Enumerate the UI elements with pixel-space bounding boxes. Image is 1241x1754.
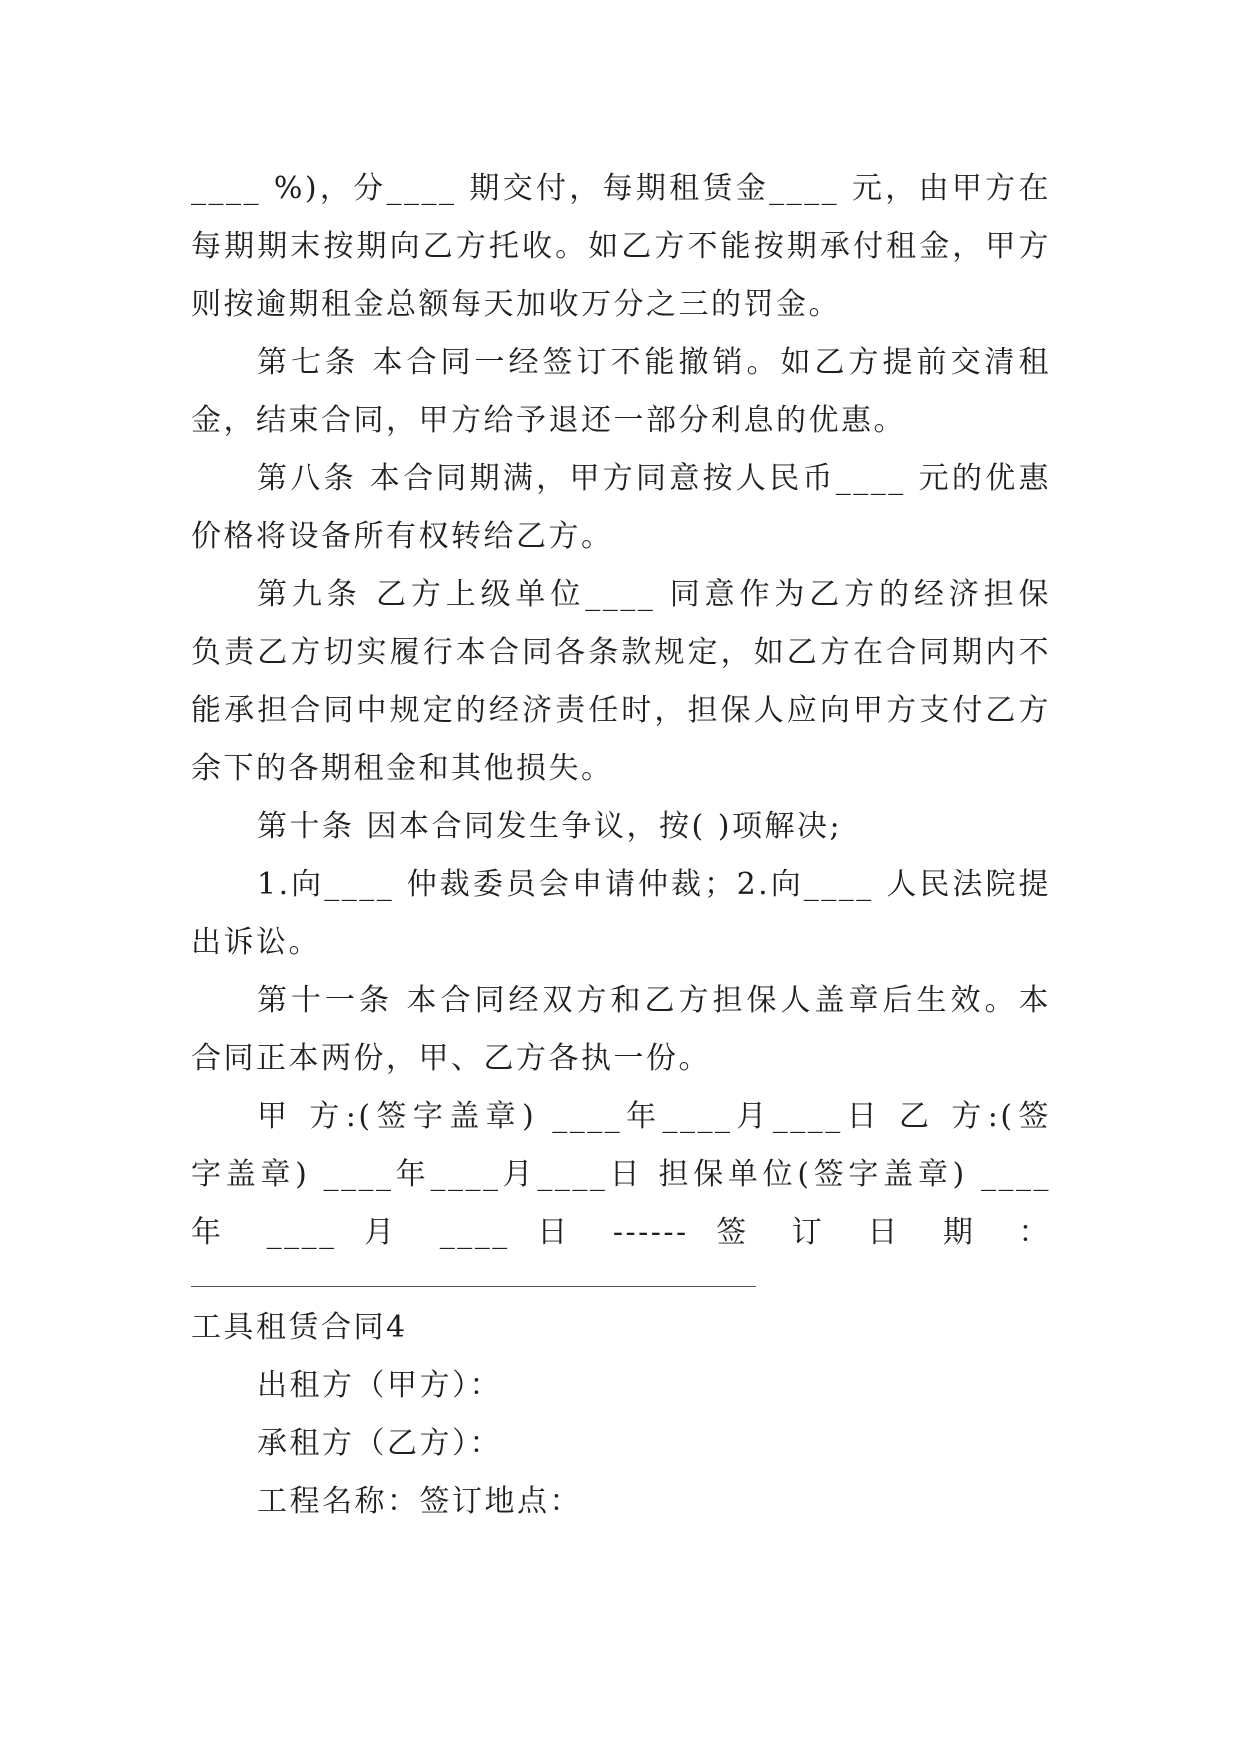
signature-line: 年 ____ 月 ____ 日 ------ 签 订 日 期 ：	[191, 1215, 1051, 1250]
signature-line: 甲 方:(签字盖章) ____年____月____日 乙 方:(签	[257, 1099, 1051, 1134]
document-body	[191, 160, 1051, 1531]
text-line: 价格将设备所有权转给乙方。	[191, 519, 614, 554]
clause-7: 第七条 本合同一经签订不能撤销。如乙方提前交清租	[257, 345, 1051, 380]
text-line: 金，结束合同，甲方给予退还一部分利息的优惠。	[191, 403, 906, 438]
text-line: 能承担合同中规定的经济责任时，担保人应向甲方支付乙方	[191, 693, 1051, 728]
clause-11: 第十一条 本合同经双方和乙方担保人盖章后生效。本	[257, 983, 1051, 1018]
contract-title: 工具租赁合同4	[191, 1310, 408, 1345]
lessee-field: 承租方（乙方）：	[257, 1426, 502, 1461]
clause-9: 第九条 乙方上级单位____ 同意作为乙方的经济担保	[257, 577, 1051, 612]
lessor-field: 出租方（甲方）：	[257, 1368, 502, 1403]
clause-10: 第十条 因本合同发生争议，按( )项解决;	[257, 809, 843, 844]
text-line: 则按逾期租金总额每天加收万分之三的罚金。	[191, 287, 841, 322]
dispute-options: 1.向____ 仲裁委员会申请仲裁；2.向____ 人民法院提	[257, 867, 1051, 902]
text-line: 每期期末按期向乙方托收。如乙方不能按期承付租金，甲方	[191, 229, 1051, 264]
text-line: 合同正本两份，甲、乙方各执一份。	[191, 1041, 711, 1076]
text-line: 余下的各期租金和其他损失。	[191, 751, 614, 786]
clause-8: 第八条 本合同期满，甲方同意按人民币____ 元的优惠	[257, 461, 1051, 496]
section-divider	[191, 1286, 756, 1287]
project-field: 工程名称：签订地点：	[257, 1484, 582, 1519]
text-line: 负责乙方切实履行本合同各条款规定，如乙方在合同期内不	[191, 635, 1051, 670]
text-line: 出诉讼。	[191, 925, 321, 960]
text-line: ____ %)，分____ 期交付，每期租赁金____ 元，由甲方在	[191, 171, 1051, 206]
signature-line: 字盖章) ____年____月____日 担保单位(签字盖章) ____	[191, 1157, 1051, 1192]
